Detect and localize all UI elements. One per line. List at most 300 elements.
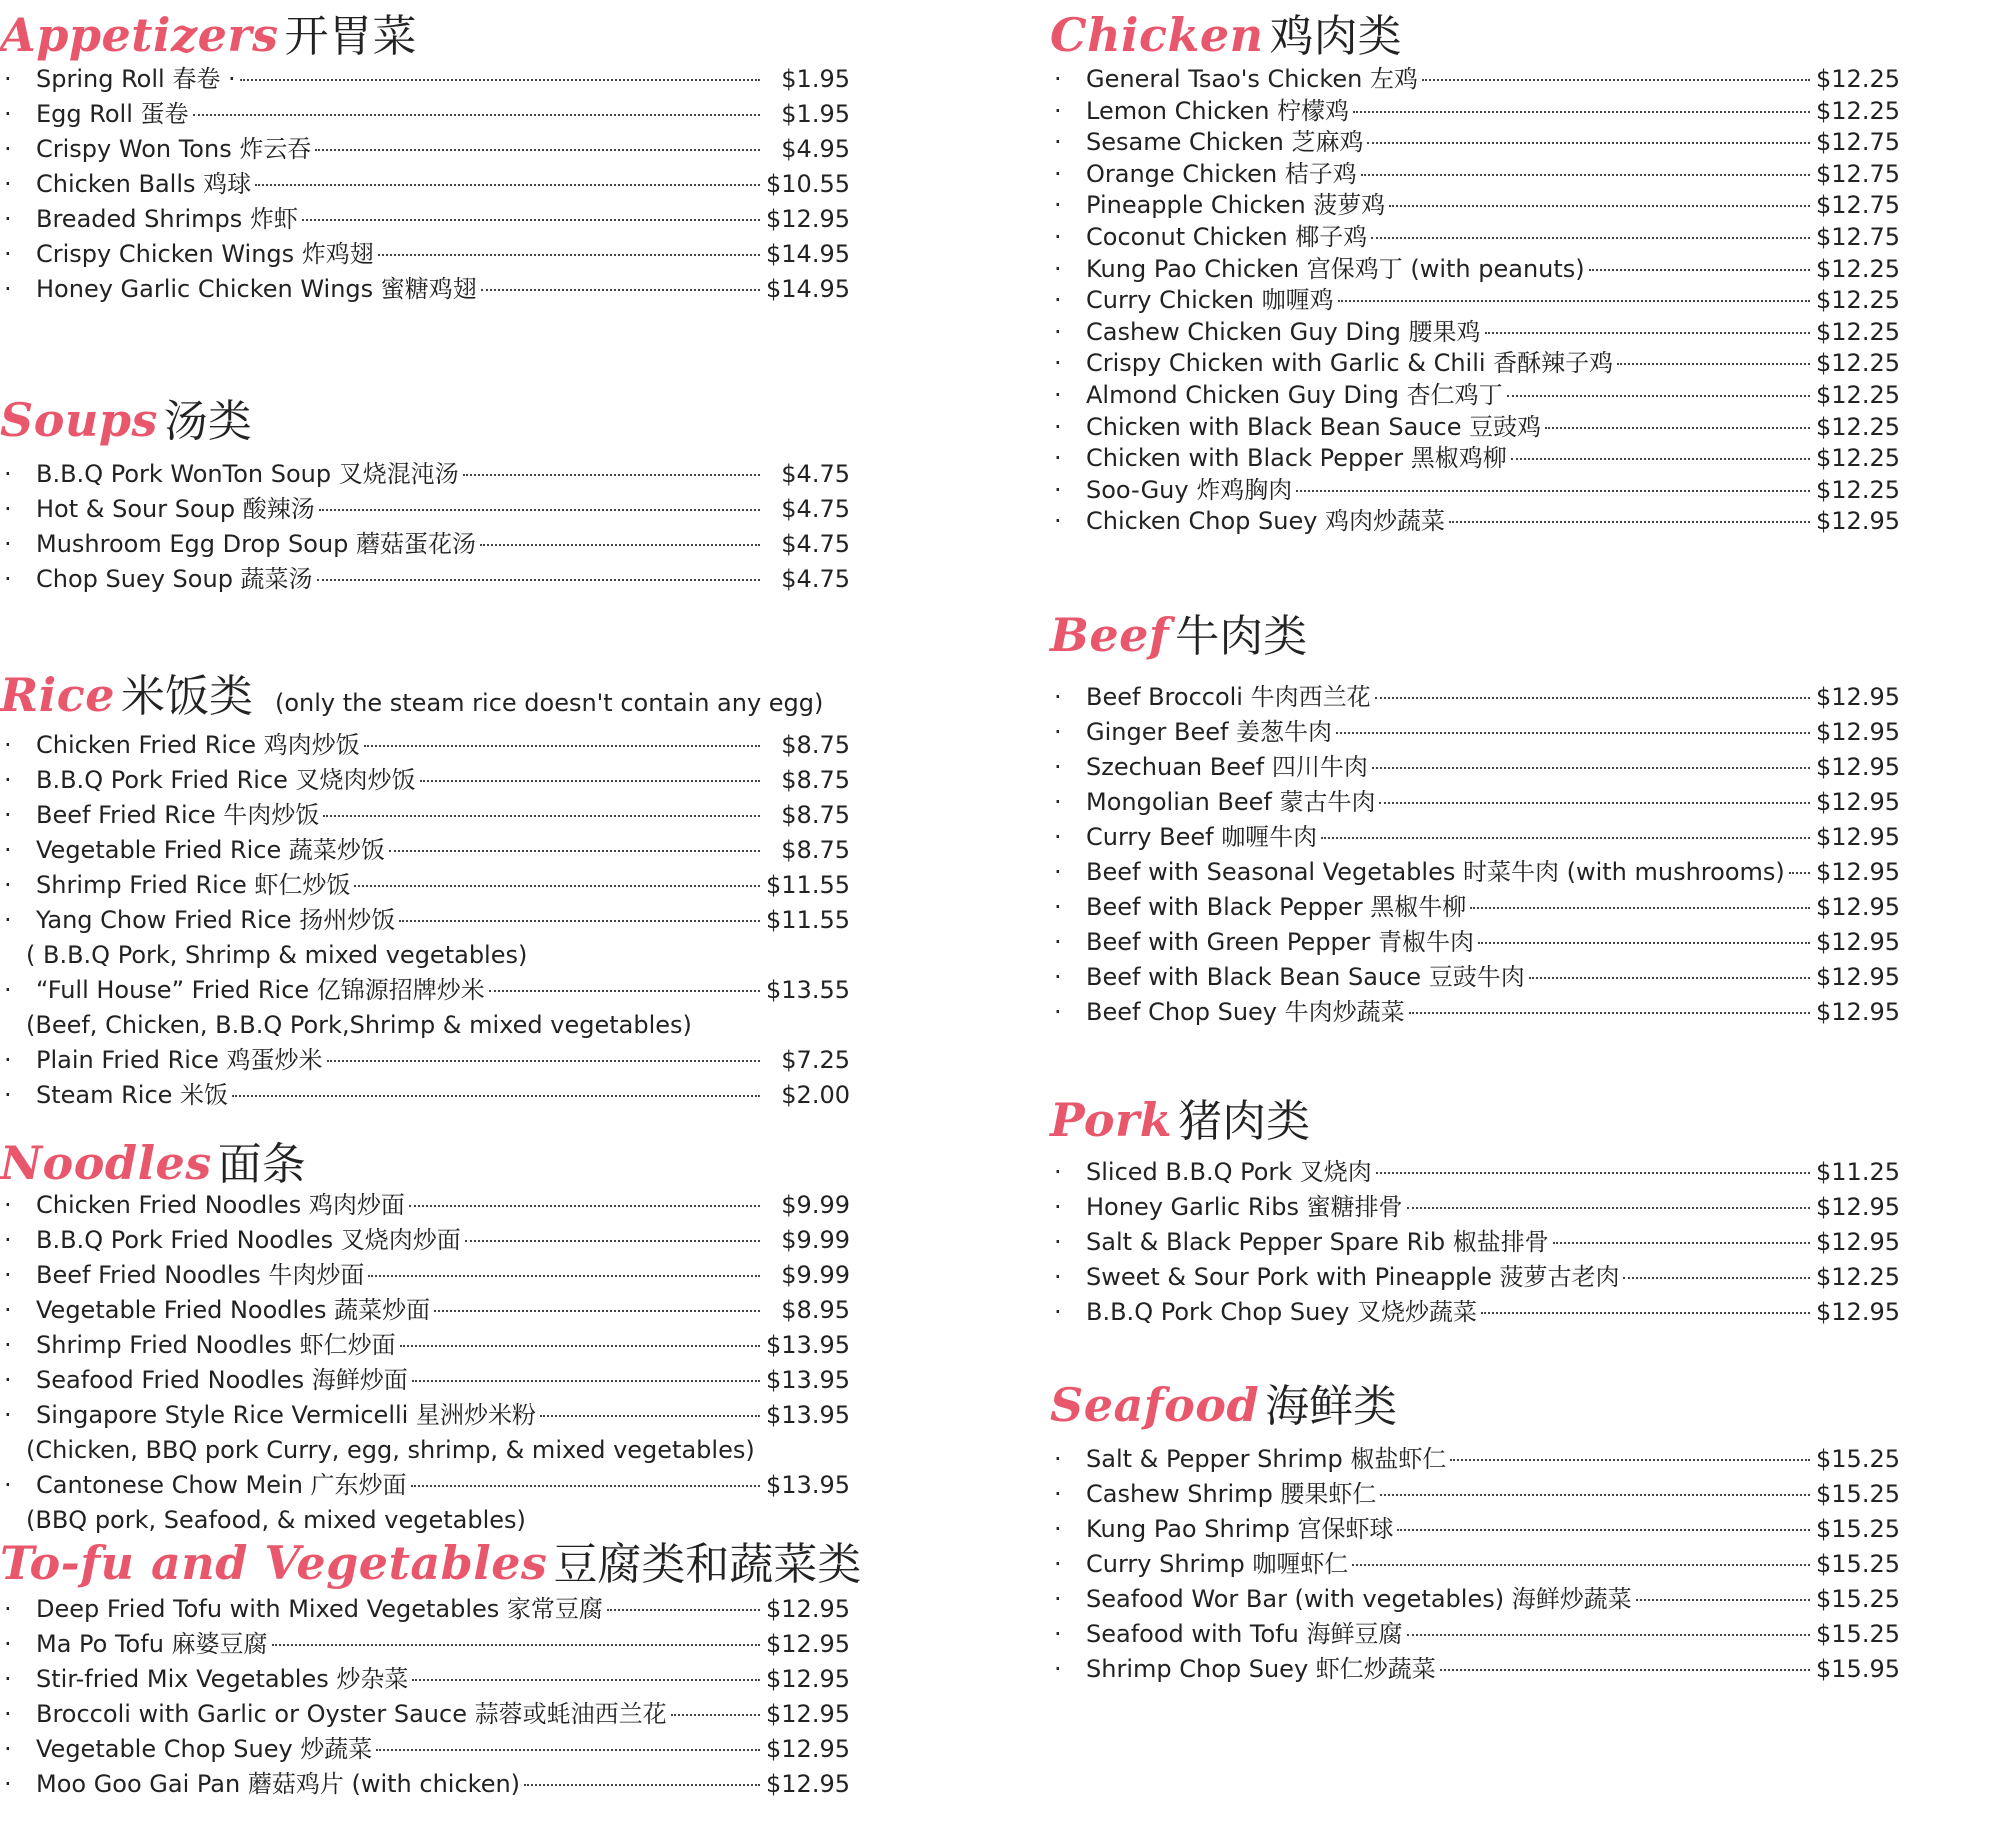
- menu-item-name: Chicken with Black Bean Sauce 豆豉鸡: [1086, 412, 1542, 441]
- bullet-icon: ·: [1054, 412, 1062, 441]
- menu-item-price: $4.95: [781, 135, 850, 163]
- dot-leader: [1478, 942, 1810, 944]
- dot-leader: [1379, 802, 1810, 804]
- dot-leader: [1397, 1529, 1810, 1531]
- menu-item-note: (Chicken, BBQ pork Curry, egg, shrimp, & mixed vegetables): [26, 1436, 755, 1464]
- bullet-icon: ·: [4, 1331, 12, 1359]
- seafood-title-cn: 海鲜类: [1265, 1381, 1398, 1432]
- menu-item: [1050, 995, 1900, 1030]
- menu-item: [0, 562, 850, 597]
- menu-item-price: $2.00: [781, 1081, 850, 1109]
- bullet-icon: ·: [4, 871, 12, 899]
- menu-item-price: $12.95: [1816, 1228, 1900, 1256]
- menu-item: [0, 272, 850, 307]
- menu-item-name: Curry Shrimp 咖喱虾仁: [1086, 1550, 1349, 1578]
- menu-item: [0, 903, 850, 938]
- menu-item: [0, 1293, 850, 1328]
- dot-leader: [1409, 1012, 1810, 1014]
- rice-list: [0, 728, 850, 1113]
- bullet-icon: ·: [1054, 444, 1062, 473]
- dot-leader: [315, 149, 760, 151]
- dot-leader: [1380, 1494, 1810, 1496]
- bullet-icon: ·: [1054, 222, 1062, 251]
- dot-leader: [1296, 490, 1810, 492]
- beef-section: [1050, 600, 1900, 1026]
- bullet-icon: ·: [1054, 858, 1062, 886]
- bullet-icon: ·: [1054, 1515, 1062, 1543]
- dot-leader: [1367, 142, 1810, 144]
- bullet-icon: ·: [1054, 159, 1062, 188]
- menu-item: [0, 1398, 850, 1433]
- menu-item: [0, 763, 850, 798]
- bullet-icon: ·: [4, 1630, 12, 1658]
- dot-leader: [1507, 395, 1810, 397]
- menu-item-price: $12.25: [1816, 65, 1900, 93]
- bullet-icon: ·: [1054, 1298, 1062, 1326]
- bullet-icon: ·: [1054, 718, 1062, 746]
- menu-item-name: Salt & Black Pepper Spare Rib 椒盐排骨: [1086, 1228, 1549, 1256]
- menu-item-price: $8.75: [781, 801, 850, 829]
- menu-item-price: $12.95: [1816, 858, 1900, 886]
- dot-leader: [465, 1240, 760, 1242]
- menu-item-name: Seafood with Tofu 海鲜豆腐: [1086, 1620, 1403, 1648]
- bullet-icon: ·: [4, 1366, 12, 1394]
- menu-item-price: $14.95: [766, 275, 850, 303]
- beef-title-cn: 牛肉类: [1175, 611, 1308, 662]
- menu-item-name: Plain Fried Rice 鸡蛋炒米: [36, 1046, 323, 1074]
- bullet-icon: ·: [4, 205, 12, 233]
- menu-item: [0, 1697, 850, 1732]
- menu-item-name: Cashew Chicken Guy Ding 腰果鸡: [1086, 317, 1481, 346]
- menu-item-price: $12.25: [1816, 380, 1900, 409]
- bullet-icon: ·: [4, 1770, 12, 1798]
- menu-item-name: Pineapple Chicken 菠萝鸡: [1086, 191, 1386, 220]
- menu-item: [1050, 380, 1900, 412]
- menu-item-name: Steam Rice 米饭: [36, 1081, 229, 1109]
- pork-section: [1050, 1085, 1900, 1326]
- menu-item: [0, 728, 850, 763]
- bullet-icon: ·: [1054, 683, 1062, 711]
- menu-item: [1050, 254, 1900, 286]
- menu-item-price: $12.95: [766, 1595, 850, 1623]
- menu-item-price: $12.25: [1816, 444, 1900, 473]
- dot-leader: [272, 1644, 760, 1646]
- bullet-icon: ·: [1054, 928, 1062, 956]
- menu-item: [1050, 960, 1900, 995]
- appetizers-heading: [0, 0, 850, 62]
- menu-item-name: Deep Fried Tofu with Mixed Vegetables 家常豆腐: [36, 1595, 603, 1623]
- bullet-icon: ·: [1054, 349, 1062, 378]
- menu-item-price: $12.75: [1816, 222, 1900, 251]
- menu-item: [1050, 475, 1900, 507]
- menu-item-name: Crispy Chicken Wings 炸鸡翅: [36, 240, 374, 268]
- menu-item-price: $12.25: [1816, 1263, 1900, 1291]
- bullet-icon: ·: [4, 100, 12, 128]
- menu-item: [0, 492, 850, 527]
- dot-leader: [1372, 767, 1810, 769]
- menu-item-price: $11.25: [1816, 1158, 1900, 1186]
- bullet-icon: ·: [1054, 1445, 1062, 1473]
- menu-item: [0, 132, 850, 167]
- menu-item-name: General Tsao's Chicken 左鸡: [1086, 65, 1419, 93]
- menu-item-price: $12.25: [1816, 475, 1900, 504]
- bullet-icon: ·: [4, 1700, 12, 1728]
- dot-leader: [489, 990, 760, 992]
- chicken-title-cn: 鸡肉类: [1269, 11, 1402, 62]
- bullet-icon: ·: [1054, 507, 1062, 536]
- beef-title: Beef: [1050, 608, 1170, 662]
- bullet-icon: ·: [1054, 823, 1062, 851]
- bullet-icon: ·: [1054, 1228, 1062, 1256]
- menu-item-name: Beef Chop Suey 牛肉炒蔬菜: [1086, 998, 1405, 1026]
- bullet-icon: ·: [4, 275, 12, 303]
- soups-title-cn: 汤类: [163, 396, 252, 447]
- chicken-list: [1050, 64, 1900, 538]
- bullet-icon: ·: [4, 460, 12, 488]
- bullet-icon: ·: [4, 1401, 12, 1429]
- dot-leader: [1336, 732, 1810, 734]
- menu-item: [1050, 1582, 1900, 1617]
- menu-item-price: $15.25: [1816, 1620, 1900, 1648]
- menu-item: [0, 1078, 850, 1113]
- menu-item: [1050, 750, 1900, 785]
- dot-leader: [540, 1415, 760, 1417]
- menu-item-price: $12.95: [1816, 928, 1900, 956]
- menu-item-name: Curry Beef 咖喱牛肉: [1086, 823, 1318, 851]
- menu-item-price: $12.25: [1816, 317, 1900, 346]
- menu-item: [1050, 1225, 1900, 1260]
- chicken-section: [1050, 0, 1900, 536]
- menu-item-name: Egg Roll 蛋卷: [36, 100, 189, 128]
- menu-item: [0, 167, 850, 202]
- menu-item-name: Honey Garlic Chicken Wings 蜜糖鸡翅: [36, 275, 477, 303]
- menu-item: [0, 527, 850, 562]
- dot-leader: [1545, 427, 1810, 429]
- dot-leader: [399, 920, 760, 922]
- bullet-icon: ·: [4, 1471, 12, 1499]
- bullet-icon: ·: [4, 495, 12, 523]
- dot-leader: [1470, 907, 1810, 909]
- menu-item-name: Orange Chicken 桔子鸡: [1086, 159, 1357, 188]
- menu-item-name: Vegetable Chop Suey 炒蔬菜: [36, 1735, 373, 1763]
- menu-item: [1050, 855, 1900, 890]
- bullet-icon: ·: [1054, 963, 1062, 991]
- dot-leader: [1376, 1172, 1810, 1174]
- menu-item: [1050, 820, 1900, 855]
- bullet-icon: ·: [1054, 317, 1062, 346]
- seafood-heading: [1050, 1370, 1900, 1436]
- dot-leader: [1422, 79, 1810, 81]
- dot-leader: [364, 745, 760, 747]
- menu-item-name: Beef with Green Pepper 青椒牛肉: [1086, 928, 1475, 956]
- menu-item-price: $15.25: [1816, 1515, 1900, 1543]
- dot-leader: [1361, 174, 1810, 176]
- menu-item-name: Lemon Chicken 柠檬鸡: [1086, 96, 1350, 125]
- menu-item-price: $12.25: [1816, 254, 1900, 283]
- menu-item-price: $12.25: [1816, 412, 1900, 441]
- dot-leader: [255, 184, 760, 186]
- menu-item-name: Broccoli with Garlic or Oyster Sauce 蒜蓉或蚝油西兰花: [36, 1700, 667, 1728]
- menu-item-price: $11.55: [766, 906, 850, 934]
- menu-item-name: Almond Chicken Guy Ding 杏仁鸡丁: [1086, 380, 1503, 409]
- menu-item-price: $15.25: [1816, 1445, 1900, 1473]
- dot-leader: [1529, 977, 1810, 979]
- dot-leader: [1589, 269, 1810, 271]
- menu-item-price: $12.95: [1816, 893, 1900, 921]
- bullet-icon: ·: [4, 836, 12, 864]
- menu-item-name: Chicken Chop Suey 鸡肉炒蔬菜: [1086, 507, 1446, 536]
- dot-leader: [671, 1714, 760, 1716]
- menu-item: [0, 62, 850, 97]
- menu-item: [0, 1662, 850, 1697]
- beef-heading: [1050, 600, 1900, 662]
- menu-item-name: Crispy Won Tons 炸云吞: [36, 135, 312, 163]
- bullet-icon: ·: [1054, 1158, 1062, 1186]
- menu-item: [1050, 1295, 1900, 1330]
- dot-leader: [1481, 1312, 1810, 1314]
- dot-leader: [1440, 1669, 1810, 1671]
- tofu-title: To-fu and Vegetables: [0, 1536, 548, 1590]
- menu-item-name: Kung Pao Shrimp 宫保虾球: [1086, 1515, 1394, 1543]
- menu-item-price: $4.75: [781, 530, 850, 558]
- dot-leader: [420, 780, 760, 782]
- noodles-list: [0, 1188, 850, 1538]
- bullet-icon: ·: [1054, 753, 1062, 781]
- menu-item-name: Vegetable Fried Rice 蔬菜炒饭: [36, 836, 385, 864]
- bullet-icon: ·: [4, 1595, 12, 1623]
- menu-item: [1050, 1260, 1900, 1295]
- menu-item-price: $12.95: [766, 1700, 850, 1728]
- bullet-icon: ·: [1054, 788, 1062, 816]
- appetizers-title: Appetizers: [0, 8, 279, 62]
- menu-item-price: $12.95: [1816, 963, 1900, 991]
- dot-leader: [412, 1679, 760, 1681]
- menu-item-name: Curry Chicken 咖喱鸡: [1086, 286, 1334, 315]
- bullet-icon: ·: [4, 65, 12, 93]
- menu-item-price: $8.75: [781, 731, 850, 759]
- menu-item: [1050, 1477, 1900, 1512]
- menu-item: [0, 868, 850, 903]
- dot-leader: [400, 1345, 760, 1347]
- menu-item-name: Seafood Wor Bar (with vegetables) 海鲜炒蔬菜: [1086, 1585, 1632, 1613]
- bullet-icon: ·: [4, 1081, 12, 1109]
- bullet-icon: ·: [1054, 1550, 1062, 1578]
- dot-leader: [317, 579, 760, 581]
- noodles-heading: [0, 1128, 850, 1188]
- chicken-heading: [1050, 0, 1900, 62]
- menu-item: [0, 833, 850, 868]
- menu-item-price: $4.75: [781, 565, 850, 593]
- dot-leader: [1353, 111, 1810, 113]
- bullet-icon: ·: [4, 1296, 12, 1324]
- dot-leader: [1485, 332, 1810, 334]
- rice-section: [0, 660, 850, 1109]
- dot-leader: [411, 1485, 760, 1487]
- bullet-icon: ·: [1054, 893, 1062, 921]
- menu-item-price: $12.95: [766, 1770, 850, 1798]
- menu-item-name: Szechuan Beef 四川牛肉: [1086, 753, 1368, 781]
- bullet-icon: ·: [4, 1191, 12, 1219]
- bullet-icon: ·: [1054, 1620, 1062, 1648]
- menu-item-price: $12.25: [1816, 286, 1900, 315]
- menu-item: [1050, 285, 1900, 317]
- menu-item-name: Stir-fried Mix Vegetables 炒杂菜: [36, 1665, 409, 1693]
- dot-leader: [1450, 1459, 1810, 1461]
- menu-item: [1050, 1190, 1900, 1225]
- dot-leader: [354, 885, 760, 887]
- dot-leader: [463, 474, 760, 476]
- menu-item-name: Shrimp Fried Noodles 虾仁炒面: [36, 1331, 396, 1359]
- menu-item: [1050, 222, 1900, 254]
- menu-item-name: Hot & Sour Soup 酸辣汤: [36, 495, 315, 523]
- menu-item-price: $12.95: [1816, 788, 1900, 816]
- menu-item: [1050, 1442, 1900, 1477]
- bullet-icon: ·: [4, 170, 12, 198]
- menu-item-name: Chicken Fried Rice 鸡肉炒饭: [36, 731, 360, 759]
- menu-item-price: $9.99: [781, 1191, 850, 1219]
- bullet-icon: ·: [4, 565, 12, 593]
- menu-item-price: $12.25: [1816, 96, 1900, 125]
- appetizers-section: [0, 0, 850, 301]
- bullet-icon: ·: [1054, 286, 1062, 315]
- rice-note: (only the steam rice doesn't contain any egg): [274, 689, 824, 717]
- pork-title: Pork: [1050, 1093, 1173, 1147]
- bullet-icon: ·: [4, 135, 12, 163]
- bullet-icon: ·: [1054, 96, 1062, 125]
- menu-item: [1050, 412, 1900, 444]
- tofu-list: [0, 1592, 850, 1802]
- menu-item: [0, 973, 850, 1008]
- menu-item-price: $12.95: [1816, 683, 1900, 711]
- menu-item-name: Chicken with Black Pepper 黑椒鸡柳: [1086, 444, 1507, 473]
- menu-item-name: Salt & Pepper Shrimp 椒盐虾仁: [1086, 1445, 1447, 1473]
- bullet-icon: ·: [4, 1665, 12, 1693]
- menu-item-name: Soo-Guy 炸鸡胸肉: [1086, 475, 1293, 504]
- soups-list: [0, 457, 850, 597]
- dot-leader: [1375, 697, 1810, 699]
- menu-item-name: Beef Fried Noodles 牛肉炒面: [36, 1261, 365, 1289]
- menu-item: [1050, 506, 1900, 538]
- menu-item-name: Sliced B.B.Q Pork 叉烧肉: [1086, 1158, 1372, 1186]
- soups-heading: [0, 385, 850, 445]
- menu-item-name: Beef with Black Pepper 黑椒牛柳: [1086, 893, 1467, 921]
- menu-item-name: Mongolian Beef 蒙古牛肉: [1086, 788, 1376, 816]
- menu-item-name: Ma Po Tofu 麻婆豆腐: [36, 1630, 268, 1658]
- dot-leader: [607, 1609, 760, 1611]
- dot-leader: [409, 1205, 760, 1207]
- menu-item: [0, 1188, 850, 1223]
- menu-item-name: Moo Goo Gai Pan 蘑菇鸡片 (with chicken): [36, 1770, 521, 1798]
- menu-item-price: $12.95: [1816, 998, 1900, 1026]
- rice-heading: [0, 660, 850, 720]
- menu-item-price: $13.95: [766, 1401, 850, 1429]
- seafood-section: [1050, 1370, 1900, 1681]
- menu-item-name: Singapore Style Rice Vermicelli 星洲炒米粉: [36, 1401, 536, 1429]
- dot-leader: [1407, 1207, 1810, 1209]
- menu-item: [0, 237, 850, 272]
- menu-item: [0, 97, 850, 132]
- menu-item: [1050, 1512, 1900, 1547]
- menu-item-name: Chicken Fried Noodles 鸡肉炒面: [36, 1191, 405, 1219]
- menu-item-note: ( B.B.Q Pork, Shrimp & mixed vegetables): [26, 941, 528, 969]
- dot-leader: [524, 1784, 760, 1786]
- menu-item-price: $12.95: [1816, 753, 1900, 781]
- bullet-icon: ·: [4, 1735, 12, 1763]
- menu-item-price: $10.55: [766, 170, 850, 198]
- menu-item: [1050, 443, 1900, 475]
- menu-item-name: Breaded Shrimps 炸虾: [36, 205, 298, 233]
- menu-item-price: $12.75: [1816, 191, 1900, 220]
- bullet-icon: ·: [1054, 191, 1062, 220]
- menu-item: [0, 1767, 850, 1802]
- menu-item-name: Coconut Chicken 椰子鸡: [1086, 222, 1368, 251]
- menu-item-price: $9.99: [781, 1226, 850, 1254]
- dot-leader: [323, 815, 760, 817]
- dot-leader: [481, 289, 760, 291]
- menu-item: [0, 1328, 850, 1363]
- bullet-icon: ·: [4, 801, 12, 829]
- menu-item-name: Chop Suey Soup 蔬菜汤: [36, 565, 313, 593]
- dot-leader: [1321, 837, 1810, 839]
- menu-item-price: $1.95: [781, 100, 850, 128]
- seafood-list: [1050, 1442, 1900, 1687]
- menu-item-price: $4.75: [781, 460, 850, 488]
- menu-item-name: Honey Garlic Ribs 蜜糖排骨: [1086, 1193, 1403, 1221]
- menu-item: [0, 1732, 850, 1767]
- menu-item-name: “Full House” Fried Rice 亿锦源招牌炒米: [36, 976, 485, 1004]
- menu-item: [0, 202, 850, 237]
- dot-leader: [1338, 300, 1810, 302]
- dot-leader: [240, 79, 760, 81]
- menu-item-price: $13.55: [766, 976, 850, 1004]
- menu-item-price: $12.95: [766, 1735, 850, 1763]
- dot-leader: [480, 544, 760, 546]
- menu-item-price: $13.95: [766, 1331, 850, 1359]
- dot-leader: [193, 114, 760, 116]
- menu-item-price: $12.75: [1816, 128, 1900, 157]
- bullet-icon: ·: [4, 530, 12, 558]
- menu-item-name: Seafood Fried Noodles 海鲜炒面: [36, 1366, 408, 1394]
- menu-item: [1050, 925, 1900, 960]
- dot-leader: [327, 1060, 760, 1062]
- pork-heading: [1050, 1085, 1900, 1147]
- menu-item-price: $13.95: [766, 1366, 850, 1394]
- soups-section: [0, 385, 850, 593]
- menu-item: [0, 1592, 850, 1627]
- menu-item-name: B.B.Q Pork Chop Suey 叉烧炒蔬菜: [1086, 1298, 1477, 1326]
- bullet-icon: ·: [1054, 254, 1062, 283]
- bullet-icon: ·: [1054, 380, 1062, 409]
- bullet-icon: ·: [4, 976, 12, 1004]
- menu-item: [1050, 1547, 1900, 1582]
- bullet-icon: ·: [4, 240, 12, 268]
- dot-leader: [1389, 205, 1810, 207]
- soups-title: Soups: [0, 393, 158, 447]
- menu-item-name: Beef Fried Rice 牛肉炒饭: [36, 801, 320, 829]
- dot-leader: [1407, 1634, 1811, 1636]
- menu-item-price: $12.95: [766, 1665, 850, 1693]
- beef-list: [1050, 680, 1900, 1030]
- appetizers-list: [0, 62, 850, 307]
- menu-item-name: Cashew Shrimp 腰果虾仁: [1086, 1480, 1377, 1508]
- dot-leader: [1371, 237, 1810, 239]
- noodles-title-cn: 面条: [217, 1139, 306, 1190]
- menu-item-name: Vegetable Fried Noodles 蔬菜炒面: [36, 1296, 431, 1324]
- menu-item-price: $12.25: [1816, 349, 1900, 378]
- bullet-icon: ·: [1054, 1193, 1062, 1221]
- bullet-icon: ·: [4, 766, 12, 794]
- menu-item-price: $14.95: [766, 240, 850, 268]
